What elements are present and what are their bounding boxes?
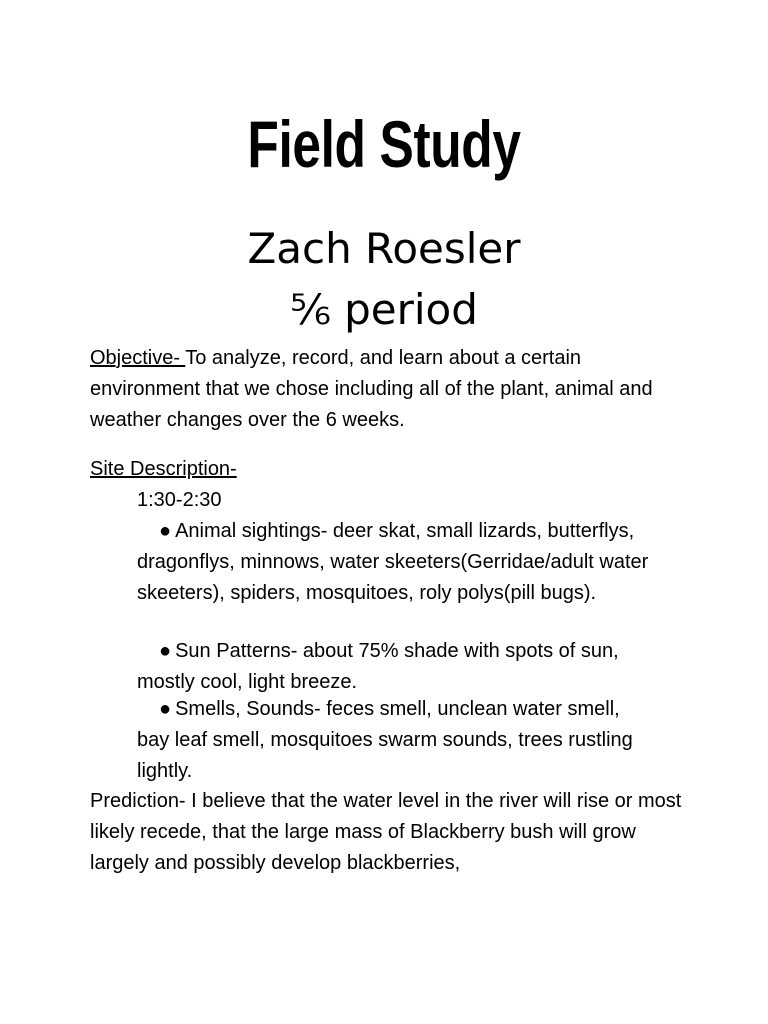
bullet-icon: ● xyxy=(159,640,172,662)
prediction-label: Prediction- xyxy=(90,790,192,812)
list-item xyxy=(137,694,657,787)
objective-text: To analyze, record, and learn about a certain environment that we chose including all of the plant, animal and weather changes over the 6 weeks. xyxy=(90,347,653,431)
site-description-label: Site Description- xyxy=(90,458,237,480)
list-item xyxy=(137,516,657,609)
objective-paragraph xyxy=(90,343,690,436)
objective-label: Objective- xyxy=(90,347,186,369)
author-name: Zach Roesler xyxy=(247,224,521,273)
site-description-heading xyxy=(90,454,690,485)
bullet-text: Sun Patterns- about 75% shade with spots of sun, mostly cool, light breeze. xyxy=(137,640,619,693)
bullet-icon: ● xyxy=(159,698,172,720)
prediction-text: I believe that the water level in the river will rise or most likely recede, that the large mass of Blackberry bush will grow largely and possibly develop blackberries, xyxy=(90,790,682,874)
bullet-text: Smells, Sounds- feces smell, unclean water smell, bay leaf smell, mosquitoes swarm sounds, trees rustling lightly. xyxy=(137,698,633,782)
bullet-icon: ● xyxy=(159,520,172,542)
prediction-paragraph xyxy=(90,786,700,879)
list-item xyxy=(137,636,657,698)
document-title: Field Study xyxy=(247,107,521,181)
class-period: ⅚ period xyxy=(290,285,478,334)
site-time: 1:30-2:30 xyxy=(137,489,222,511)
bullet-text: Animal sightings- deer skat, small lizards, butterflys, dragonflys, minnows, water skeeters(Gerridae/adult water skeeters), spiders, mosquitoes, roly polys(pill bugs). xyxy=(137,520,649,604)
